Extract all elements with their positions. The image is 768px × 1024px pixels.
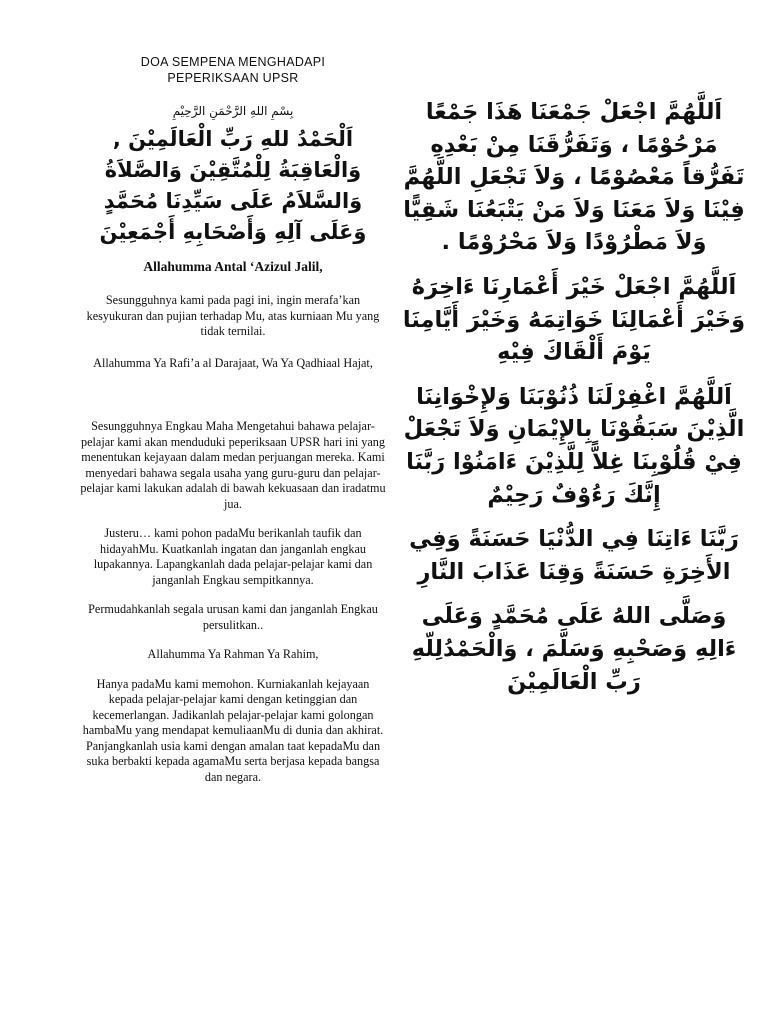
basmala: بِسْمِ اللهِ الرَّحْمَنِ الرَّحِيْمِ [172, 104, 294, 118]
arabic-prayer-block-3: اَللَّهُمَّ اغْفِرْلَنَا ذُنُوْبَنَا وَلإِخْوَانِنَا الَّذِيْنَ سَبَقُوْنَا بِالإِيْمَانِ وَلاَ تَجْعَلْ فِيْ قُلُوْبِنَا غِلاًّ لِلَّذِيْنَ ءَامَنُوْا رَبَّنَا إِنَّكَ رَءُوْفٌ رَحِيْمٌ [403, 383, 745, 508]
arabic-prayer-block-2: اَللَّهُمَّ اجْعَلْ خَيْرَ أَعْمَارِنَا ءَاخِرَهُ وَخَيْرَ أَعْمَالِنَا خَوَاتِمَهُ وَخَيْرَ أَيَّامِنَا يَوْمَ أَلْقَاكَ فِيْهِ [402, 273, 746, 366]
title-line-2: PEPERIKSAAN UPSR [167, 71, 299, 85]
arabic-prayer-block-5: وَصَلَّى اللهُ عَلَى مُحَمَّدٍ وَعَلَى ءَالِهِ وَصَحْبِهِ وَسَلَّمَ ، وَالْحَمْدُلِلّهِ رَبِّ الْعَالَمِيْنَ [411, 603, 737, 695]
paragraph-6: Allahumma Ya Rahman Ya Rahim, [147, 647, 319, 661]
invocation-heading: Allahumma Antal ‘Azizul Jalil, [143, 259, 323, 274]
right-column-arabic [398, 96, 750, 698]
intro-arabic-text: اَلْحَمْدُ للهِ رَبِّ الْعَالَمِيْنَ , وَالْعَاقِبَةُ لِلْمُتَّقِيْنَ وَالصَّلاَةُ وَالسَّلاَمُ عَلَى سَيِّدِنَا مُحَمَّدٍ وَعَلَى آلِهِ وَأَصْحَابِهِ أَجْمَعِيْنَ [99, 127, 367, 244]
paragraph-1: Sesungguhnya kami pada pagi ini, ingin merafa’kan kesyukuran dan pujian terhadap Mu, atas kurniaan Mu yang tidak ternilai. [86, 293, 380, 338]
paragraph-2: Allahumma Ya Rafi’a al Darajaat, Wa Ya Qadhiaal Hajat, [93, 355, 373, 370]
paragraph-7: Hanya padaMu kami memohon. Kurniakanlah kejayaan kepada pelajar-pelajar kami dengan ketinggian dan kecemerlangan. Jadikanlah pelajar-pelajar kami golongan hambaMu yang mendapat kemuliaanMu di dunia dan akhirat. Panjangkanlah usia kami dengan amalan taat kepadaMu dan suka berbakti kepada agamaMu serta berjasa kepada bangsa dan negara. [82, 676, 384, 784]
arabic-prayer-block-4: رَبَّنَا ءَاتِنَا فِي الدُّنْيَا حَسَنَةً وَفِي الأَخِرَةِ حَسَنَةً وَقِنَا عَذَابَ النَّارِ [409, 526, 739, 585]
paragraph-5: Permudahkanlah segala urusan kami dan janganlah Engkau persulitkan.. [88, 602, 378, 632]
left-column [78, 54, 388, 785]
title-line-1: DOA SEMPENA MENGHADAPI [140, 55, 326, 69]
paragraph-3: Sesungguhnya Engkau Maha Mengetahui bahawa pelajar-pelajar kami akan menduduki peperiksaan UPSR hari ini yang menentukan kejayaan dalam medan perjuangan mereka. Kami menyedari bahawa segala usaha yang guru-guru dan pelajar-pelajar kami lakukan adalah di bawah kekuasaan dan iradatmu jua. [80, 419, 386, 511]
arabic-prayer-block-1: اَللَّهُمَّ اجْعَلْ جَمْعَنَا هَذَا جَمْعًا مَرْحُوْمًا ، وَتَفَرُّقَنَا مِنْ بَعْدِهِ تَفَرُّقاً مَعْصُوْمًا ، وَلاَ تَجْعَلِ اللَّهُمَّ فِيْنَا وَلاَ مَعَنَا وَلاَ مَنْ يَتْبَعُنَا شَقِيًّا وَلاَ مَطْرُوْدًا وَلاَ مَحْرُوْمًا . [403, 99, 745, 256]
paragraph-4: Justeru… kami pohon padaMu berikanlah taufik dan hidayahMu. Kuatkanlah ingatan dan janganlah engkau lupakannya. Lapangkanlah dada pelajar-pelajar kami dan janganlah Engkau sempitkannya. [93, 526, 373, 587]
document-title [78, 54, 388, 86]
